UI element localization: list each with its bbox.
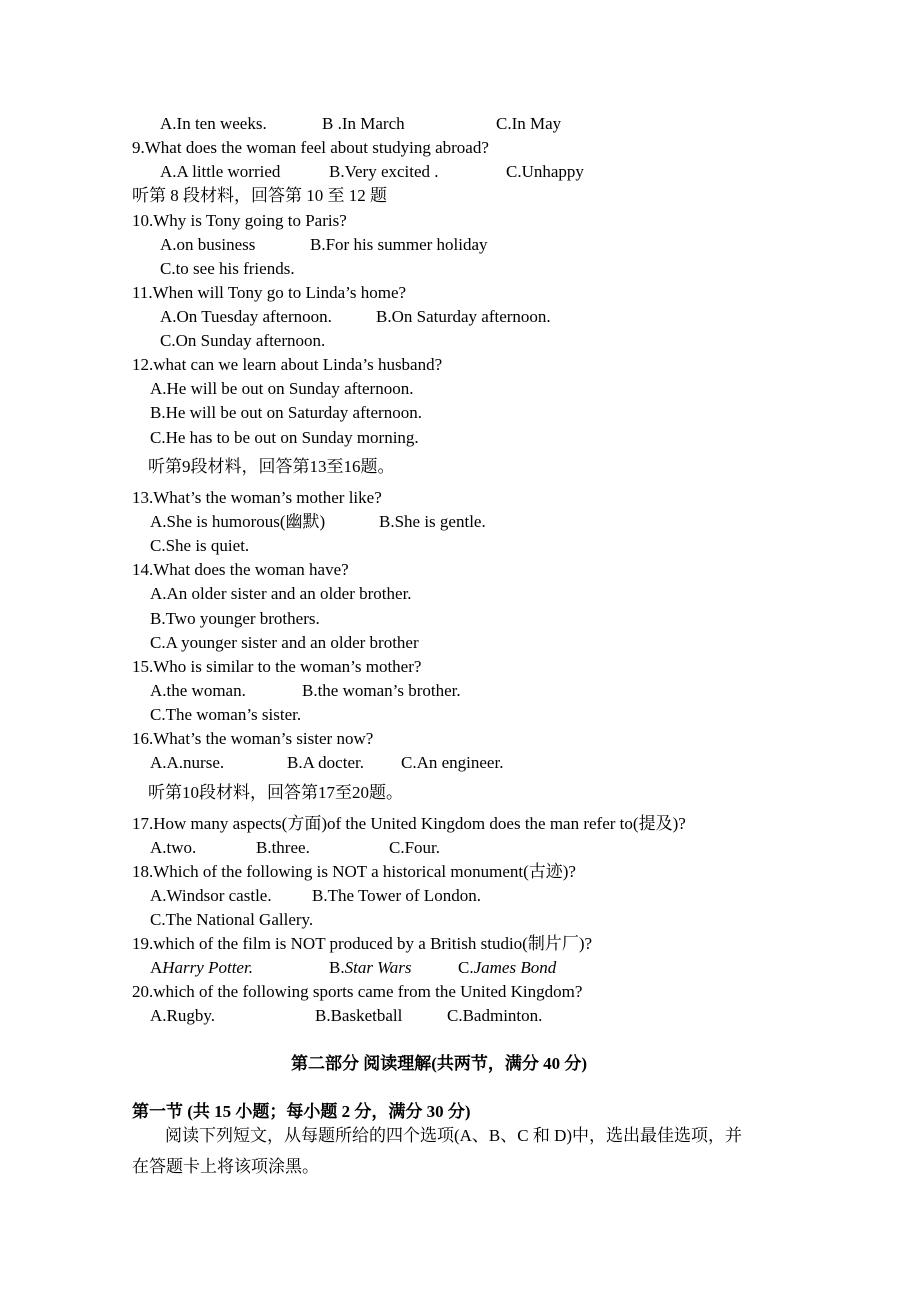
instructions-line-2: 在答题卡上将该项涂黑。 <box>132 1157 319 1176</box>
option-b: B.He will be out on Saturday afternoon. <box>150 403 422 422</box>
q9-options <box>0 161 920 183</box>
option-b: B.On Saturday afternoon. <box>376 307 551 326</box>
question-18: 18.Which of the following is NOT a historical monument(古迹)? <box>132 862 576 881</box>
option-c: C.An engineer. <box>401 753 504 772</box>
q11-options <box>0 306 920 328</box>
option-a: A.the woman. <box>150 681 246 700</box>
option-b: B.Basketball <box>315 1006 403 1025</box>
option-b: B.The Tower of London. <box>312 886 481 905</box>
q8-options <box>0 113 920 135</box>
option-a: A.Rugby. <box>150 1006 216 1025</box>
option-letter: A <box>150 958 163 977</box>
q20-options <box>0 1005 920 1027</box>
option-text: Harry Potter. <box>162 958 253 977</box>
section-heading-10: 听第10段材料，回答第17至20题。 <box>148 783 403 802</box>
option-c <box>458 957 556 979</box>
question-9: 9.What does the woman feel about studying abroad? <box>132 138 489 157</box>
option-b: B.She is gentle. <box>379 512 486 531</box>
option-c: C.A younger sister and an older brother <box>150 633 419 652</box>
question-15: 15.Who is similar to the woman’s mother? <box>132 657 422 676</box>
option-a: A.She is humorous(幽默) <box>150 512 326 531</box>
q10-options <box>0 234 920 256</box>
option-a: A.A little worried <box>160 162 281 181</box>
option-a: A.On Tuesday afternoon. <box>160 307 332 326</box>
option-a: A.on business <box>160 235 256 254</box>
q17-options <box>0 837 920 859</box>
option-c: C.The National Gallery. <box>150 910 314 929</box>
option-a: A.two. <box>150 838 197 857</box>
option-c: C.She is quiet. <box>150 536 250 555</box>
option-b: B.Very excited . <box>329 162 439 181</box>
option-c: C.He has to be out on Sunday morning. <box>150 428 419 447</box>
option-b <box>329 957 412 979</box>
part-two-heading: 第二部分 阅读理解(共两节，满分 40 分) <box>291 1054 588 1073</box>
option-a: A.He will be out on Sunday afternoon. <box>150 379 414 398</box>
option-b: B .In March <box>322 114 405 133</box>
section-heading-9: 听第9段材料，回答第13至16题。 <box>148 457 395 476</box>
question-17: 17.How many aspects(方面)of the United Kingdom does the man refer to(提及)? <box>132 814 686 833</box>
q19-options <box>0 957 920 979</box>
question-20: 20.which of the following sports came from the United Kingdom? <box>132 982 583 1001</box>
option-b: B.A docter. <box>287 753 364 772</box>
option-c: C.Four. <box>389 838 441 857</box>
option-c: C.On Sunday afternoon. <box>160 331 326 350</box>
option-c: C.Unhappy <box>506 162 584 181</box>
question-10: 10.Why is Tony going to Paris? <box>132 211 347 230</box>
question-13: 13.What’s the woman’s mother like? <box>132 488 382 507</box>
option-b: B.the woman’s brother. <box>302 681 461 700</box>
section-one-heading: 第一节 (共 15 小题；每小题 2 分，满分 30 分) <box>132 1102 471 1121</box>
question-11: 11.When will Tony go to Linda’s home? <box>132 283 407 302</box>
option-letter: C. <box>458 958 474 977</box>
option-letter: B. <box>329 958 345 977</box>
option-c: C.to see his friends. <box>160 259 295 278</box>
instructions-line-1: 阅读下列短文，从每题所给的四个选项(A、B、C 和 D)中，选出最佳选项，并 <box>165 1126 743 1145</box>
option-text: James Bond <box>473 958 557 977</box>
option-a: A.A.nurse. <box>150 753 225 772</box>
question-12: 12.what can we learn about Linda’s husband? <box>132 355 443 374</box>
q16-options <box>0 752 920 774</box>
option-a <box>150 957 253 979</box>
q18-options <box>0 885 920 907</box>
q15-options <box>0 680 920 702</box>
option-b: B.For his summer holiday <box>310 235 488 254</box>
option-b: B.three. <box>256 838 310 857</box>
question-16: 16.What’s the woman’s sister now? <box>132 729 374 748</box>
question-19: 19.which of the film is NOT produced by a British studio(制片厂)? <box>132 934 593 953</box>
option-a: A.An older sister and an older brother. <box>150 584 412 603</box>
option-c: C.Badminton. <box>447 1006 543 1025</box>
section-heading-8: 听第 8 段材料，回答第 10 至 12 题 <box>132 186 387 205</box>
option-text: Star Wars <box>344 958 412 977</box>
option-a: A.Windsor castle. <box>150 886 272 905</box>
option-a: A.In ten weeks. <box>160 114 267 133</box>
option-c: C.The woman’s sister. <box>150 705 302 724</box>
option-c: C.In May <box>496 114 562 133</box>
q13-options <box>0 511 920 533</box>
option-b: B.Two younger brothers. <box>150 609 320 628</box>
question-14: 14.What does the woman have? <box>132 560 349 579</box>
